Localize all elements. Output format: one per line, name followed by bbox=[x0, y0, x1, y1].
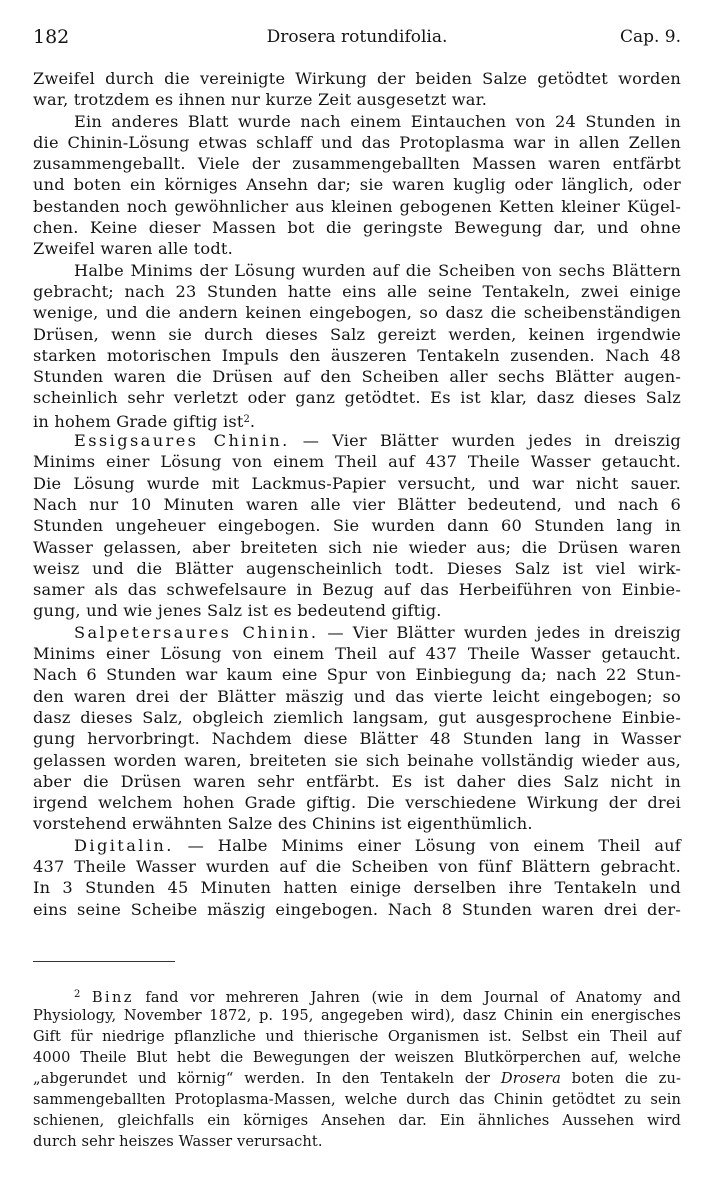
footnote-line: sammengeballten Protoplasma-Massen, welche durch das Chinin getödtet zu sein bbox=[33, 1091, 681, 1108]
body-text bbox=[33, 68, 681, 920]
text-line: die Chinin-Lösung etwas schlaff und das Protoplasma war in allen Zellen bbox=[33, 132, 681, 152]
page-number: 182 bbox=[33, 26, 70, 48]
text-line: Zweifel durch die vereinigte Wirkung der beiden Salze getödtet worden bbox=[33, 69, 681, 88]
text-line: chen. Keine dieser Massen bot die geringste Bewegung dar, und ohne bbox=[33, 218, 681, 238]
section-heading: Essigsaures Chinin. bbox=[74, 431, 290, 451]
text-line: Zweifel waren alle todt. bbox=[33, 239, 233, 259]
running-header bbox=[33, 22, 681, 52]
text-line: Ein anderes Blatt wurde nach einem Eintauchen von 24 Stunden in bbox=[74, 111, 681, 131]
text-line bbox=[33, 622, 681, 643]
text-line: eins seine Scheibe mäszig eingebogen. Nach 8 Stunden waren drei der- bbox=[33, 899, 681, 919]
text-line: gung, und wie jenes Salz ist es bedeutend giftig. bbox=[33, 601, 442, 621]
text-line: und boten ein körniges Ansehn dar; sie waren kuglig oder länglich, oder bbox=[33, 175, 681, 195]
footnote bbox=[33, 984, 681, 1152]
text-line: Drüsen, wenn sie durch dieses Salz gereizt werden, keinen irgendwie bbox=[33, 324, 681, 344]
text-line: Halbe Minims der Lösung wurden auf die Scheiben von sechs Blättern bbox=[74, 260, 681, 280]
text-line: Stunden waren die Drüsen auf den Scheiben aller sechs Blätter augen- bbox=[33, 367, 681, 387]
footnote-line bbox=[33, 1068, 681, 1089]
footnote-divider bbox=[33, 961, 175, 962]
text-line: vorstehend erwähnten Salze des Chinins ist eigenthümlich. bbox=[33, 814, 533, 834]
footnote-line: 4000 Theile Blut hebt die Bewegungen der weiszen Blutkörperchen auf, welche bbox=[33, 1049, 681, 1066]
text-line-part: in hohem Grade giftig ist bbox=[33, 411, 244, 431]
footnote-line: durch sehr heiszes Wasser verursacht. bbox=[33, 1133, 323, 1150]
text-line: wenige, und die andern keinen eingebogen, so dasz die scheibenständigen bbox=[33, 303, 681, 323]
footnote-marker: 2 bbox=[74, 989, 81, 1000]
text-line: den waren drei der Blätter mäszig und das vierte leicht eingebogen; so bbox=[33, 686, 681, 706]
text-line bbox=[33, 835, 681, 856]
text-line bbox=[33, 430, 681, 451]
running-title: Drosera rotundifolia. bbox=[266, 27, 448, 47]
text-line: samer als das schwefelsaure in Bezug auf das Herbeiführen von Einbie- bbox=[33, 580, 681, 600]
text-line: Minims einer Lösung von einem Theil auf 437 Theile Wasser getaucht. bbox=[33, 452, 681, 472]
text-line-part: — Vier Blätter wurden jedes in dreiszig bbox=[289, 431, 681, 451]
text-line: irgend welchem hohen Grade giftig. Die verschiedene Wirkung der drei bbox=[33, 793, 681, 813]
text-line: scheinlich sehr verletzt oder ganz getödtet. Es ist klar, dasz dieses Salz bbox=[33, 388, 681, 408]
footnote-line bbox=[33, 984, 681, 1005]
footnote-line: schienen, gleichfalls ein körniges Ansehen dar. Ein ähnliches Aussehen wird bbox=[33, 1112, 681, 1129]
text-line: Nach nur 10 Minuten waren alle vier Blätter bedeutend, und nach 6 bbox=[33, 494, 681, 514]
text-line: In 3 Stunden 45 Minuten hatten einige derselben ihre Tentakeln und bbox=[33, 878, 681, 898]
text-line: starken motorischen Impuls den äuszeren Tentakeln zusenden. Nach 48 bbox=[33, 345, 681, 365]
text-line: 437 Theile Wasser wurden auf die Scheiben von fünf Blättern gebracht. bbox=[33, 856, 681, 876]
footnote-line-part: fand vor mehreren Jahren (wie in dem Journal of Anatomy and bbox=[133, 989, 681, 1006]
text-line: in hohem Grade giftig ist$^2$. bbox=[33, 411, 256, 431]
text-line: gebracht; nach 23 Stunden hatte eins alle seine Tentakeln, zwei einige bbox=[33, 281, 681, 301]
text-line: Nach 6 Stunden war kaum eine Spur von Einbiegung da; nach 22 Stun- bbox=[33, 665, 681, 685]
footnote-line: Gift für niedrige pflanzliche und thierische Organismen ist. Selbst ein Theil auf bbox=[33, 1028, 681, 1045]
text-line: zusammengeballt. Viele der zusammengeballten Massen waren entfärbt bbox=[33, 154, 681, 174]
text-line: Die Lösung wurde mit Lackmus-Papier versucht, und war nicht sauer. bbox=[33, 473, 681, 493]
text-line: gelassen worden waren, breiteten sie sich beinahe vollständig wieder aus, bbox=[33, 750, 681, 770]
text-line: aber die Drüsen waren sehr entfärbt. Es ist daher dies Salz nicht in bbox=[33, 771, 681, 791]
text-line-part: — Vier Blätter wurden jedes in dreiszig bbox=[318, 622, 681, 642]
footnote-line-part: boten die zu- bbox=[560, 1070, 681, 1087]
text-line: Stunden ungeheuer eingebogen. Sie wurden dann 60 Stunden lang in bbox=[33, 516, 681, 536]
text-line: war, trotzdem es ihnen nur kurze Zeit ausgesetzt war. bbox=[33, 90, 488, 110]
text-line: gung hervorbringt. Nachdem diese Blätter 48 Stunden lang in Wasser bbox=[33, 729, 681, 749]
footnote-author: Binz bbox=[91, 989, 134, 1006]
footnote-reference: 2 bbox=[243, 413, 250, 425]
text-line: weisz und die Blätter augenscheinlich todt. Dieses Salz ist viel wirk- bbox=[33, 558, 681, 578]
text-line: dasz dieses Salz, obgleich ziemlich langsam, gut ausgesprochene Einbie- bbox=[33, 707, 681, 727]
text-line: Wasser gelassen, aber breiteten sich nie wieder aus; die Drüsen waren bbox=[33, 537, 681, 557]
text-line-part: — Halbe Minims einer Lösung von einem Theil auf bbox=[173, 835, 681, 855]
section-heading: Digitalin. bbox=[74, 835, 174, 855]
genus-name: Drosera bbox=[500, 1070, 561, 1087]
text-line: Minims einer Lösung von einem Theil auf 437 Theile Wasser getaucht. bbox=[33, 644, 681, 664]
chapter-label: Cap. 9. bbox=[619, 27, 681, 47]
footnote-line: Physiology, November 1872, p. 195, angegeben wird), dasz Chinin ein energisches bbox=[33, 1007, 681, 1024]
footnote-line-part: „abgerundet und körnig“ werden. In den Tentakeln der bbox=[33, 1070, 501, 1087]
section-heading: Salpetersaures Chinin. bbox=[74, 622, 319, 642]
text-line: bestanden noch gewöhnlicher aus kleinen gebogenen Ketten kleiner Kügel- bbox=[33, 196, 681, 216]
